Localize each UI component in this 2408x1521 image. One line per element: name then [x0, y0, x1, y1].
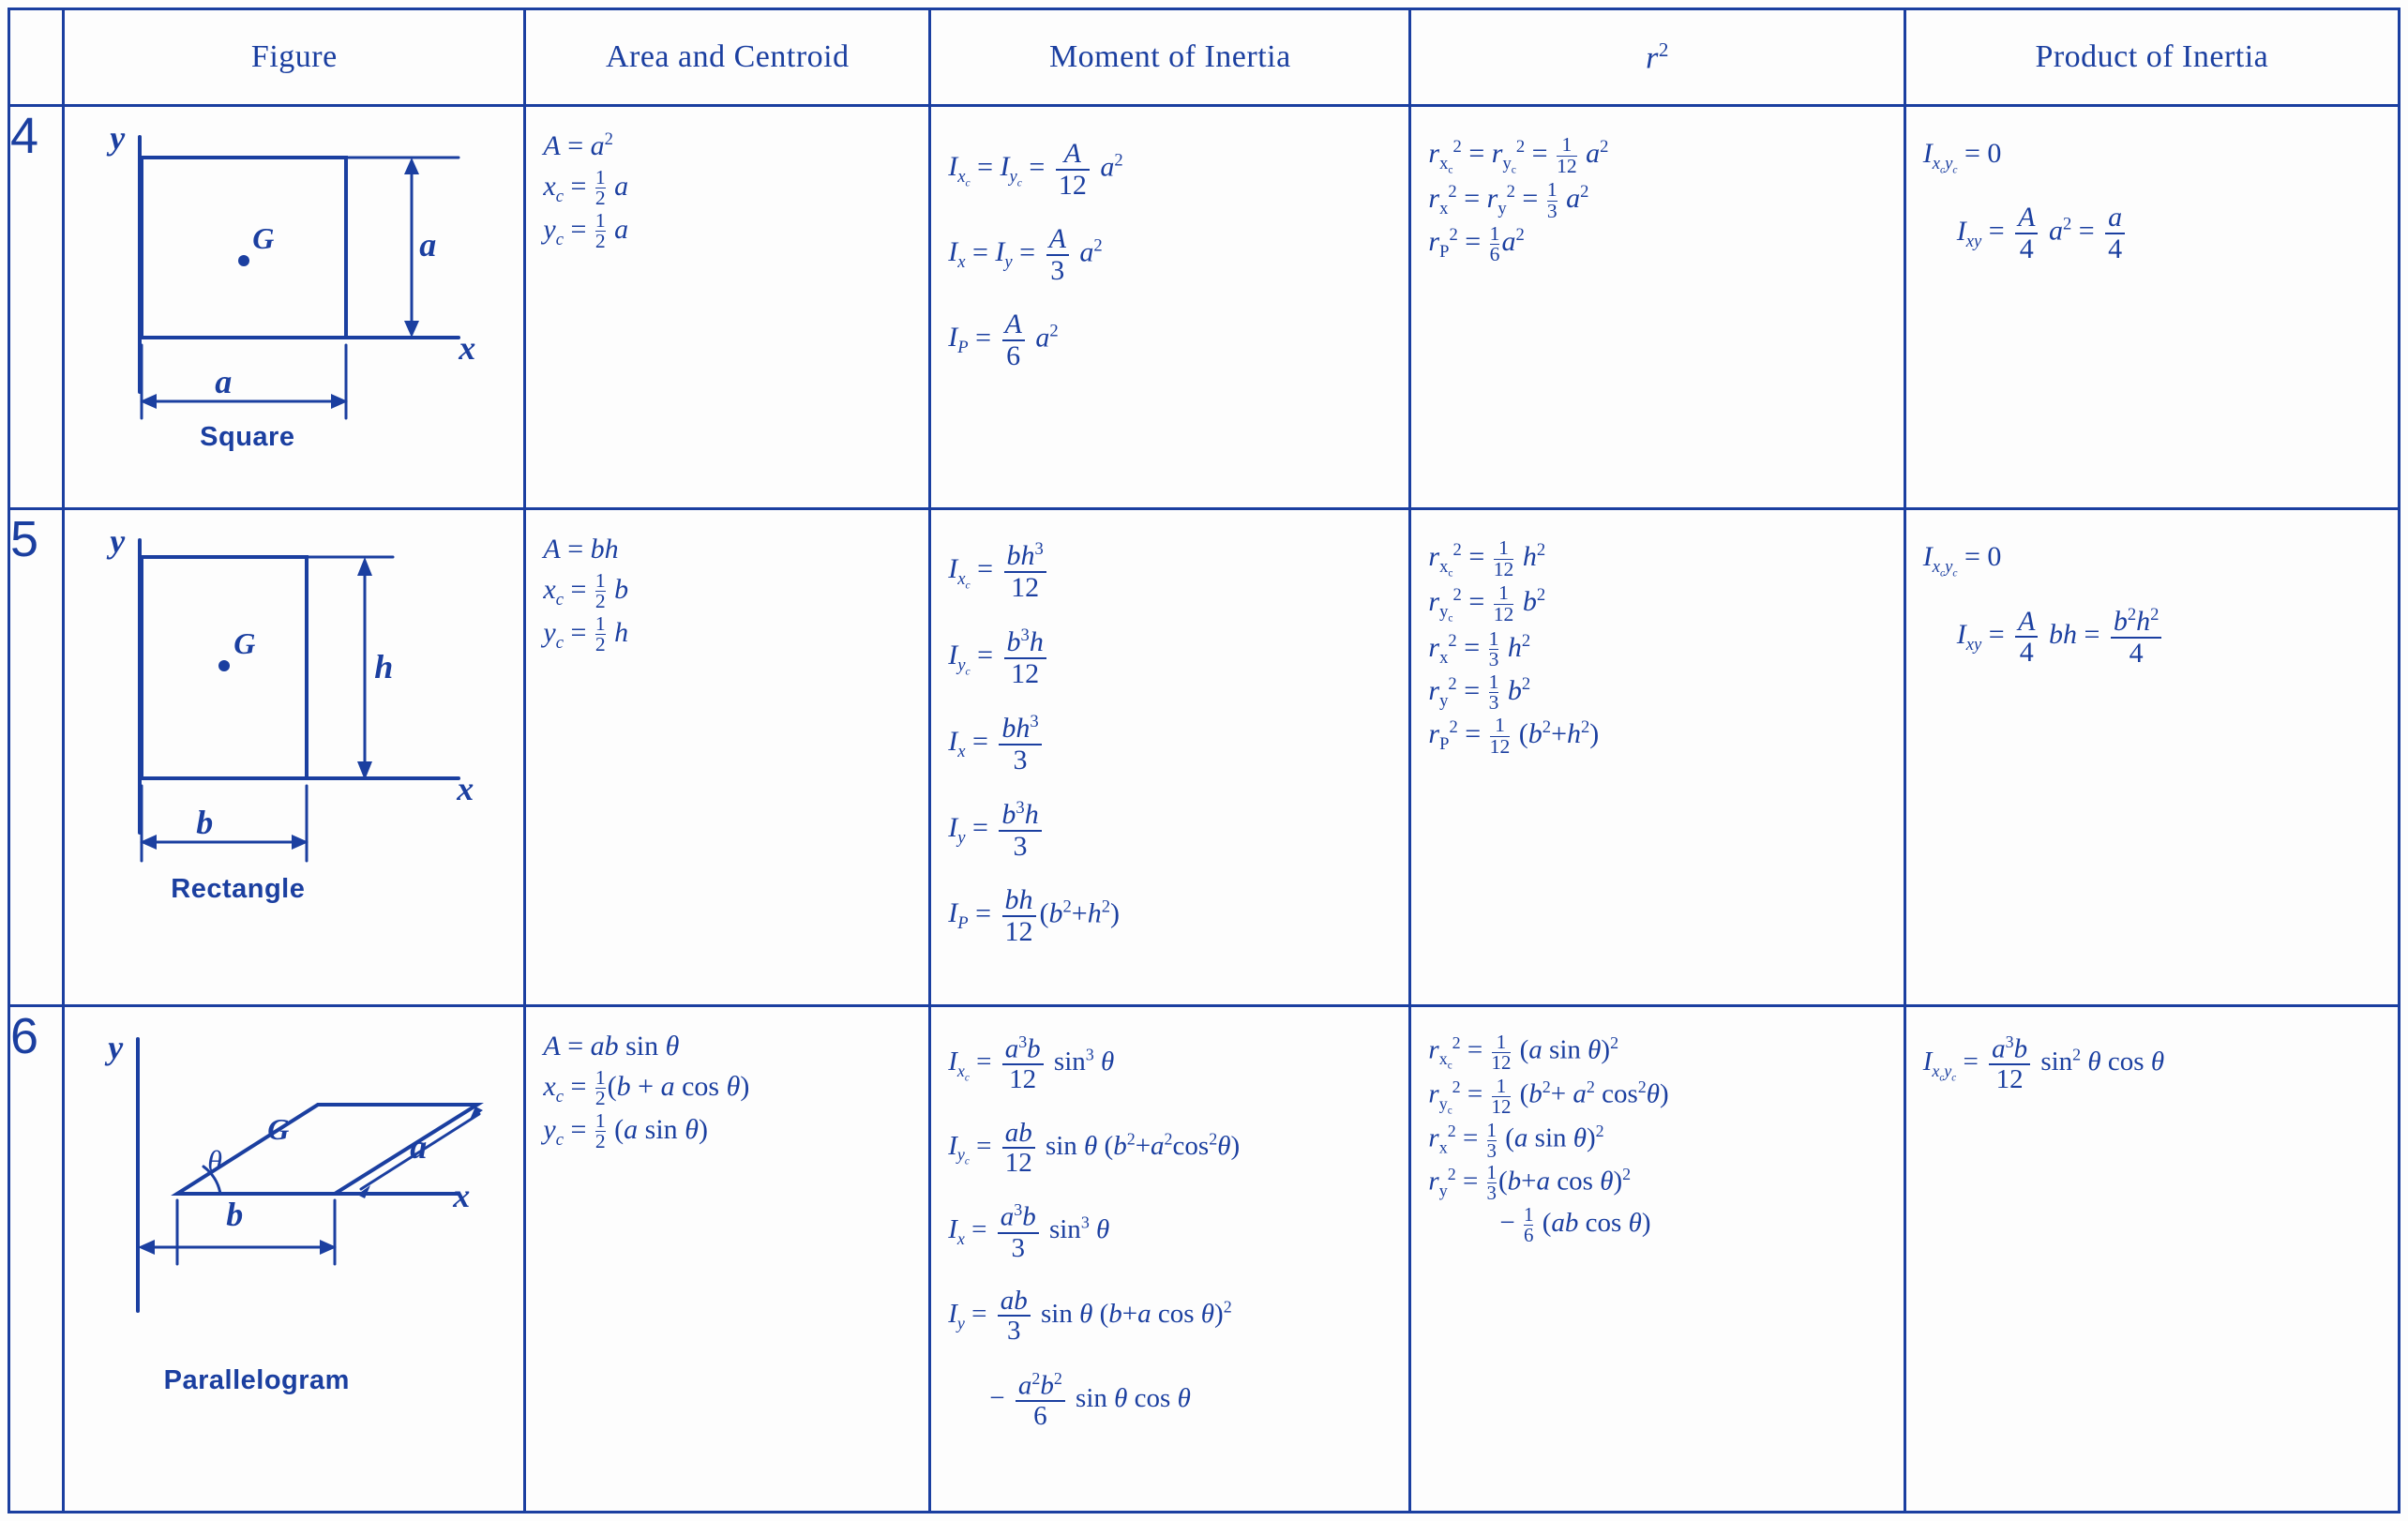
product-of-inertia-cell-parallelogram — [1904, 1006, 2399, 1513]
figure-caption-square: Square — [200, 422, 295, 452]
formula-r2-y-second-term: − $\frac{1}{6}$ (ab cos θ) — [1499, 1202, 1651, 1246]
r-squared-cell-parallelogram — [1410, 1006, 1904, 1513]
centroid-label: G — [267, 1112, 290, 1146]
moment-of-inertia-cell-parallelogram — [930, 1006, 1410, 1513]
formula-r2-yc: $r_{y_c}^2$ = $\frac{1}{12}$ ($b^2+ a^2$ $\cos^2\theta$) — [1428, 1074, 1669, 1118]
square-figure-drawing — [83, 120, 524, 458]
dimension-label-vertical: h — [374, 648, 394, 685]
formula-r2-yc: $r_{y_c}^2$ = $\frac{1}{12}$ $b^2$ — [1428, 581, 1546, 625]
formula-iyc: $I_{y_c}$ = $\frac{b^3h}{12}$ — [948, 626, 1393, 688]
header-area-centroid: Area and Centroid — [525, 9, 930, 106]
formula-xc: $x_c$ = $\frac{1}{2}$ b — [543, 568, 629, 613]
moment-of-inertia-cell-square — [930, 106, 1410, 509]
header-figure: Figure — [64, 9, 525, 106]
formula-r2-p: $r_P^2$ = $\frac{1}{6}$ $a^2$ — [1428, 221, 1525, 266]
product-of-inertia-cell-square — [1904, 106, 2399, 509]
formula-ix: $I_x$ = $\frac{a^3b}{3}$ $\sin^3 \theta$ — [948, 1200, 1110, 1263]
formula-yc: $y_c$ = $\frac{1}{2}$ (a sin θ) — [543, 1108, 708, 1153]
centroid-label: G — [252, 221, 275, 255]
figure-cell-square — [64, 106, 525, 509]
row-number-4: 4 — [9, 106, 64, 509]
formula-ixcyc: $I_{x_cy_c} = 0$ — [1922, 541, 2002, 580]
formula-ixc-iyc: $I_{x_c} = I_{y_c}$ = $\frac{A}{12}$ $a^2$ — [948, 138, 1123, 201]
angle-label-theta: θ — [207, 1144, 222, 1178]
moment-of-inertia-cell-rectangle — [930, 509, 1410, 1006]
figure-caption-parallelogram: Parallelogram — [163, 1365, 350, 1395]
header-moment-of-inertia: Moment of Inertia — [930, 9, 1410, 106]
formula-area: $A = a^2$ — [543, 129, 613, 161]
section-properties-table — [8, 8, 2400, 1513]
formula-ixc: $I_{x_c}$ = $\frac{bh^3}{12}$ — [948, 540, 1393, 602]
formula-ip: $I_P$ = $\frac{A}{6}$ $a^2$ — [948, 309, 1059, 371]
formula-ixcyc: $I_{x_cy_c}$ = $\frac{a^3b}{12}$ $\sin^2 \theta$ cos θ — [1922, 1032, 2165, 1095]
formula-yc: $y_c$ = $\frac{1}{2}$ a — [543, 208, 629, 253]
dimension-label-horizontal: a — [215, 363, 233, 400]
header-number — [9, 9, 64, 106]
area-centroid-cell-square — [525, 106, 930, 509]
formula-ix-iy: $I_x = I_y$ = $\frac{A}{3}$ $a^2$ — [948, 223, 1103, 286]
formula-xc: $x_c$ = $\frac{1}{2}$ (b + a cos θ) — [543, 1065, 750, 1110]
formula-r2-x: $r_x^2$ = $\frac{1}{3}$ $h^2$ — [1428, 626, 1531, 671]
formula-r2-p: $r_P^2$ = $\frac{1}{12}$ $(b^2+h^2)$ — [1428, 713, 1600, 758]
centroid-label: G — [233, 626, 256, 660]
dimension-label-vertical: a — [419, 226, 437, 264]
formula-r2-xc: $r_{x_c}^2$ = $\frac{1}{12}$ (a sin θ)$^2$ — [1428, 1030, 1619, 1074]
table-row — [9, 106, 2400, 509]
formula-ixy: $I_{xy}$ = $\frac{A}{4}$ bh = $\frac{b^2h^2}{4}$ — [1923, 606, 2383, 668]
formula-r2-xc-yc: $r_{x_c}^2 = r_{y_c}^2$ = $\frac{1}{12}$ $a^2$ — [1428, 133, 1609, 177]
table-row — [9, 1006, 2400, 1513]
formula-iy: $I_y$ = $\frac{b^3h}{3}$ — [948, 799, 1393, 861]
row-number-5: 5 — [9, 509, 64, 1006]
parallelogram-figure-drawing — [83, 1030, 524, 1405]
formula-area: A = ab sin θ — [543, 1031, 680, 1062]
dimension-label-horizontal: b — [196, 804, 214, 841]
r-squared-cell-rectangle — [1410, 509, 1904, 1006]
formula-area: A = bh — [543, 534, 619, 565]
formula-ixy: $I_{xy}$ = $\frac{A}{4}$ $a^2$ = $\frac{a}{4}$ — [1923, 203, 2383, 264]
product-of-inertia-cell-rectangle — [1904, 509, 2399, 1006]
y-axis-label: y — [110, 522, 126, 560]
formula-r2-xc: $r_{x_c}^2$ = $\frac{1}{12}$ $h^2$ — [1428, 536, 1546, 580]
formula-ix: $I_x$ = $\frac{bh^3}{3}$ — [948, 713, 1393, 775]
formula-iy-second-term: − $\frac{a^2b^2}{6}$ sin θ cos θ — [989, 1368, 1191, 1431]
figure-caption-rectangle: Rectangle — [171, 874, 306, 904]
header-product-of-inertia: Product of Inertia — [1904, 9, 2399, 106]
area-centroid-cell-rectangle — [525, 509, 930, 1006]
formula-yc: $y_c$ = $\frac{1}{2}$ h — [543, 611, 629, 656]
figure-cell-parallelogram — [64, 1006, 525, 1513]
x-axis-label: x — [459, 329, 476, 367]
dimension-label-slant: a — [410, 1128, 428, 1166]
x-axis-label: x — [453, 1177, 471, 1214]
y-axis-label: y — [108, 1029, 124, 1066]
rectangle-figure-drawing — [83, 523, 524, 917]
formula-ip: $I_P$ = $\frac{bh}{12}$ $(b^2+h^2)$ — [948, 884, 1121, 947]
formula-r2-y: $r_y^2$ = $\frac{1}{3}$ (b+a cos θ)$^2$ — [1428, 1161, 1632, 1205]
dimension-label-horizontal: b — [226, 1196, 244, 1233]
formula-iyc: $I_{y_c}$ = $\frac{ab}{12}$ sin θ $(b^2+a^2\cos^2\theta)$ — [948, 1117, 1241, 1178]
table-header-row — [9, 9, 2400, 106]
area-centroid-cell-parallelogram — [525, 1006, 930, 1513]
figure-cell-rectangle — [64, 509, 525, 1006]
formula-r2-x-y: $r_x^2 = r_y^2$ = $\frac{1}{3}$ $a^2$ — [1428, 178, 1589, 222]
formula-iy: $I_y$ = $\frac{ab}{3}$ sin θ (b+a cos θ)$^2$ — [948, 1285, 1232, 1347]
header-r-squared: $r^2$ — [1410, 9, 1904, 106]
table-row — [9, 509, 2400, 1006]
formula-ixc: $I_{x_c}$ = $\frac{a^3b}{12}$ $\sin^3 \theta$ — [948, 1032, 1115, 1095]
formula-r2-y: $r_y^2$ = $\frac{1}{3}$ $b^2$ — [1428, 670, 1531, 715]
formula-ixcyc: $I_{x_cy_c} = 0$ — [1922, 138, 2002, 176]
r-squared-cell-square — [1410, 106, 1904, 509]
y-axis-label: y — [110, 119, 126, 157]
row-number-6: 6 — [9, 1006, 64, 1513]
formula-xc: $x_c$ = $\frac{1}{2}$ a — [543, 165, 629, 210]
x-axis-label: x — [457, 770, 474, 807]
formula-r2-x: $r_x^2$ = $\frac{1}{3}$ (a sin θ)$^2$ — [1428, 1118, 1604, 1162]
